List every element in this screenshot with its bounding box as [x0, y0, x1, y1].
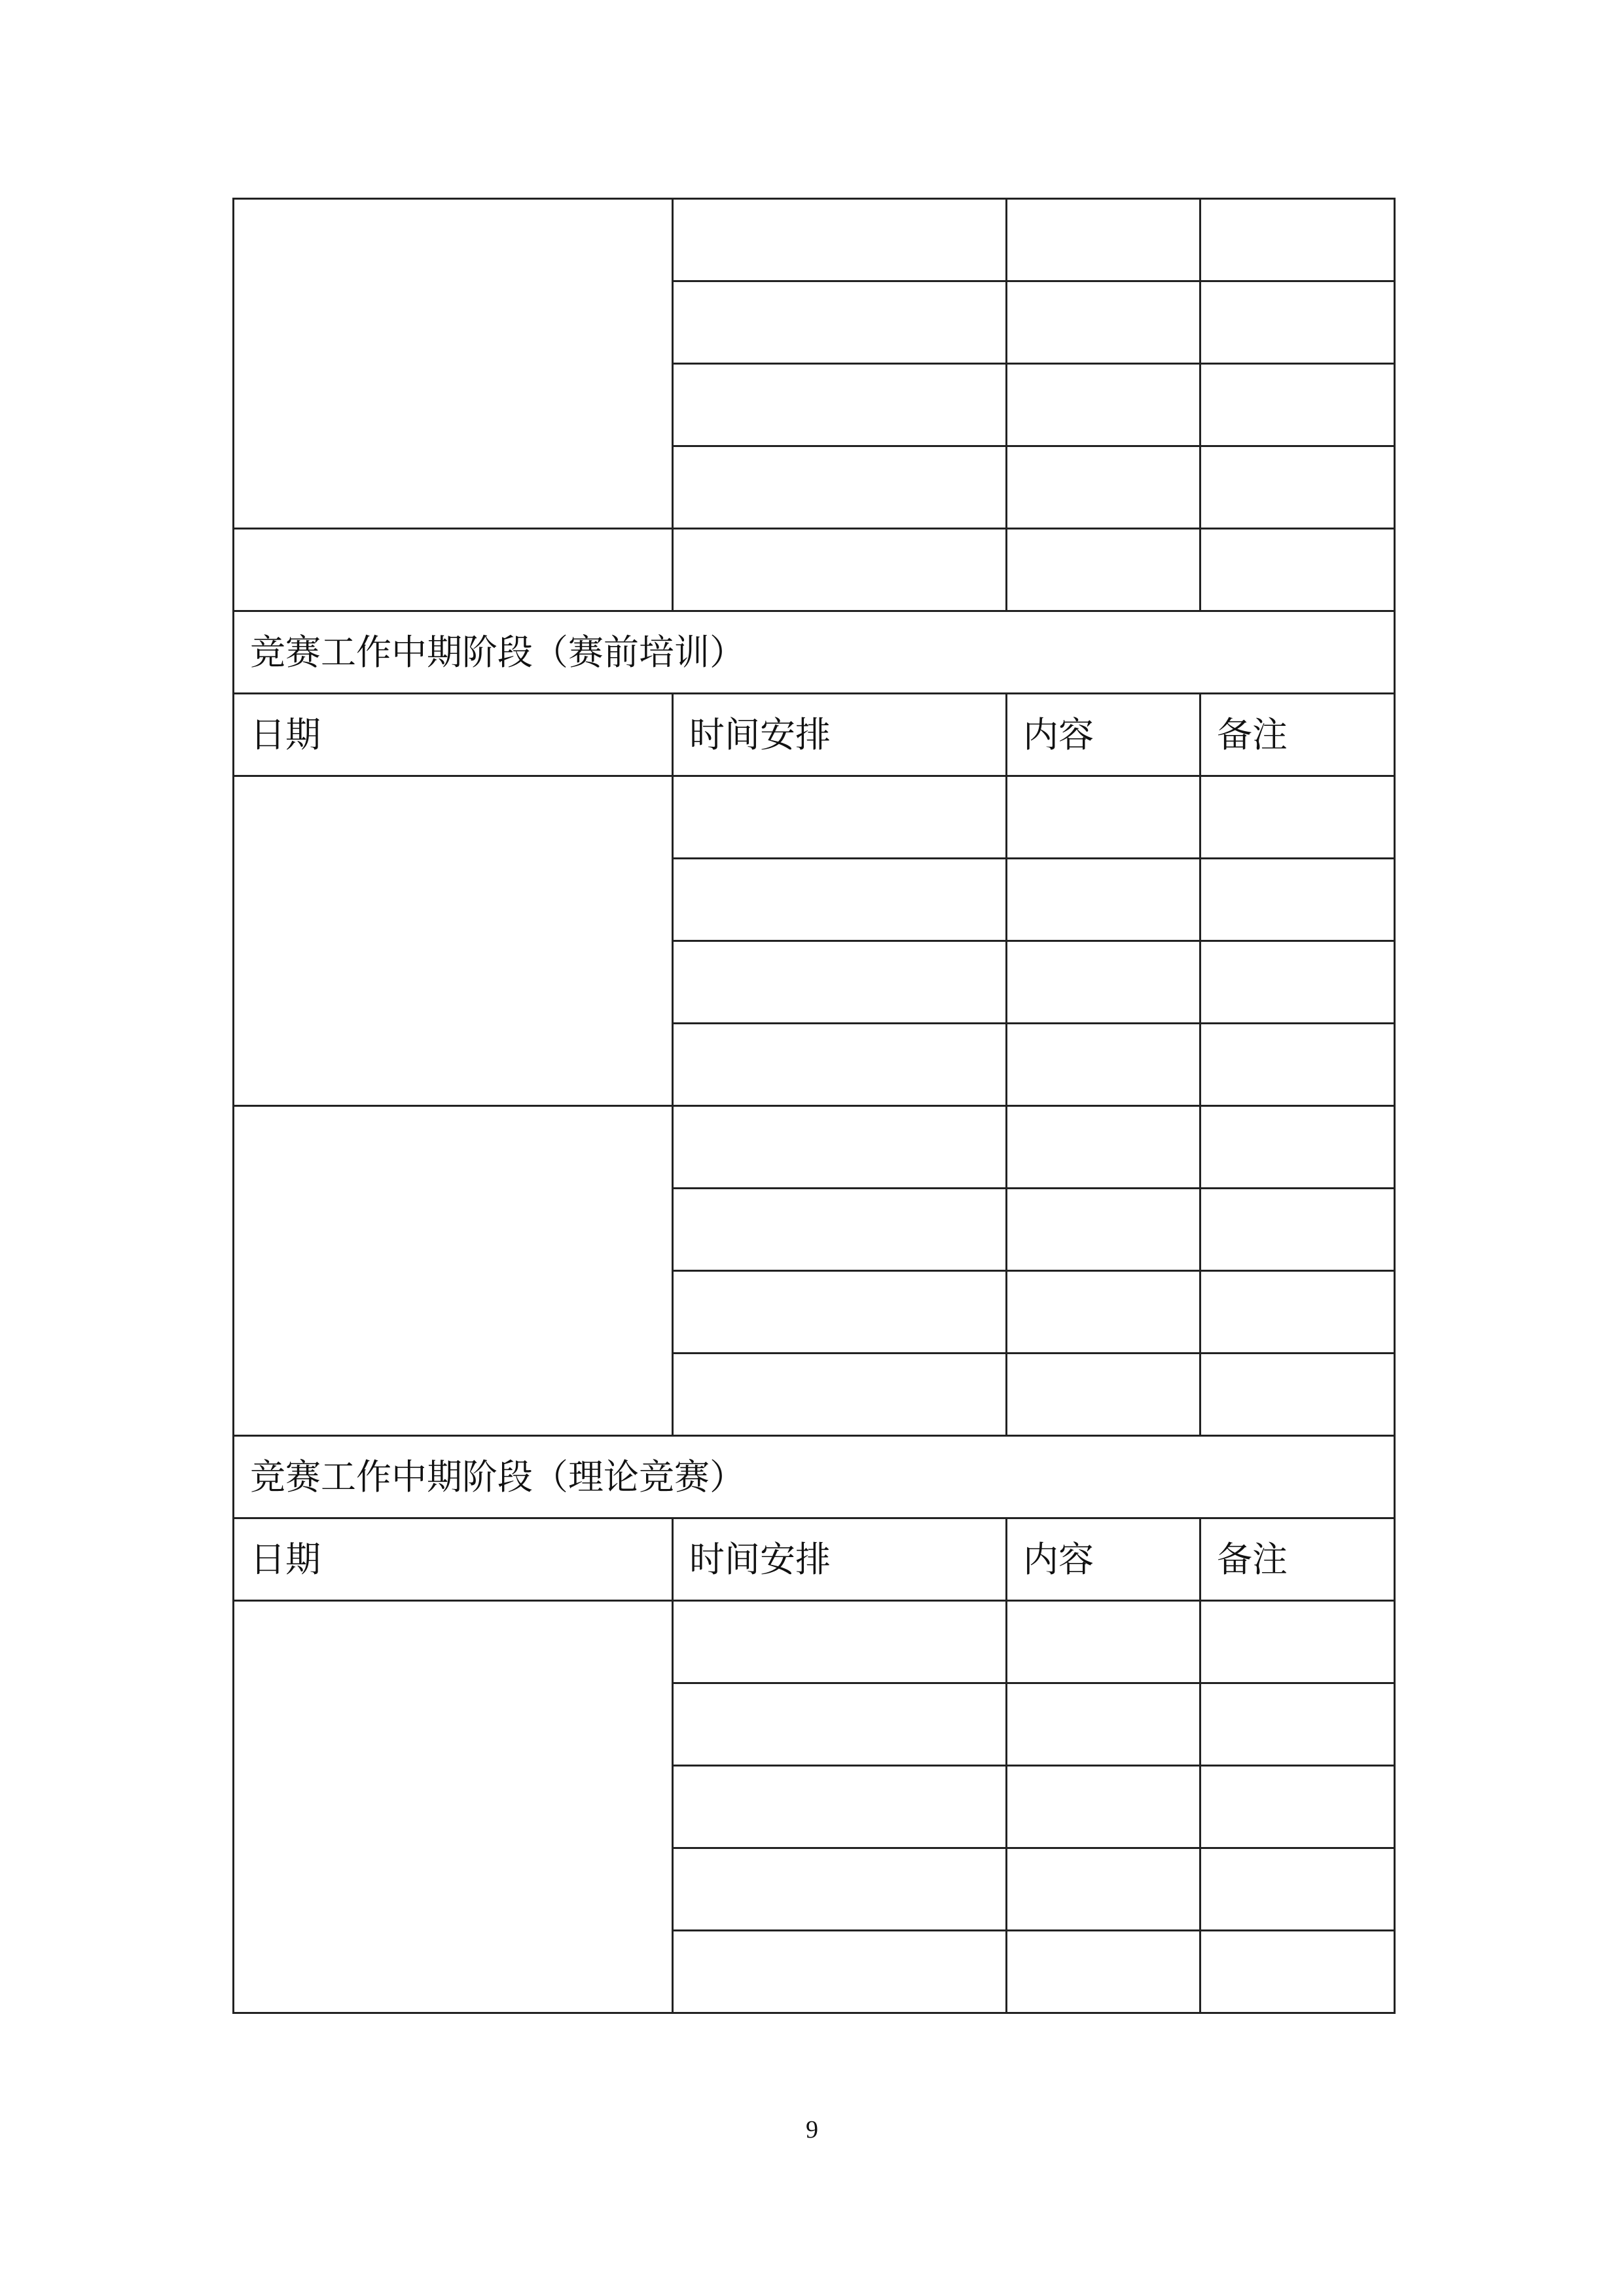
page-number: 9	[806, 2116, 818, 2144]
content-cell[interactable]	[1007, 859, 1200, 941]
header-content: 内容	[1007, 694, 1200, 776]
remarks-cell[interactable]	[1200, 941, 1395, 1024]
section-title-row	[234, 1436, 1395, 1518]
header-schedule: 时间安排	[673, 1518, 1007, 1601]
remarks-cell[interactable]	[1200, 859, 1395, 941]
content-cell[interactable]	[1007, 1271, 1200, 1354]
content-cell[interactable]	[1007, 446, 1200, 529]
remarks-cell[interactable]	[1200, 1766, 1395, 1848]
date-cell[interactable]	[234, 1106, 673, 1436]
content-cell[interactable]	[1007, 1931, 1200, 2013]
schedule-cell[interactable]	[673, 1106, 1007, 1189]
remarks-cell[interactable]	[1200, 529, 1395, 611]
remarks-cell[interactable]	[1200, 1683, 1395, 1766]
remarks-cell[interactable]	[1200, 1354, 1395, 1436]
date-cell[interactable]	[234, 1601, 673, 2013]
section-title-theory: 竞赛工作中期阶段（理论竞赛）	[234, 1436, 1395, 1518]
date-cell[interactable]	[234, 529, 673, 611]
remarks-cell[interactable]	[1200, 1106, 1395, 1189]
remarks-cell[interactable]	[1200, 1189, 1395, 1271]
table-row	[234, 1106, 1395, 1189]
content-cell[interactable]	[1007, 1766, 1200, 1848]
table-row	[234, 776, 1395, 859]
table-row	[234, 199, 1395, 281]
remarks-cell[interactable]	[1200, 1848, 1395, 1931]
schedule-cell[interactable]	[673, 1931, 1007, 2013]
content-cell[interactable]	[1007, 776, 1200, 859]
schedule-cell[interactable]	[673, 1848, 1007, 1931]
remarks-cell[interactable]	[1200, 1271, 1395, 1354]
table-row	[234, 1601, 1395, 1683]
schedule-cell[interactable]	[673, 1024, 1007, 1106]
header-remarks: 备注	[1200, 1518, 1395, 1601]
schedule-cell[interactable]	[673, 446, 1007, 529]
schedule-cell[interactable]	[673, 199, 1007, 281]
header-schedule: 时间安排	[673, 694, 1007, 776]
header-row	[234, 694, 1395, 776]
content-cell[interactable]	[1007, 1024, 1200, 1106]
schedule-cell[interactable]	[673, 281, 1007, 364]
content-cell[interactable]	[1007, 1354, 1200, 1436]
content-cell[interactable]	[1007, 364, 1200, 446]
remarks-cell[interactable]	[1200, 446, 1395, 529]
content-cell[interactable]	[1007, 1106, 1200, 1189]
content-cell[interactable]	[1007, 1683, 1200, 1766]
header-date: 日期	[234, 1518, 673, 1601]
date-cell[interactable]	[234, 199, 673, 529]
content-cell[interactable]	[1007, 529, 1200, 611]
content-cell[interactable]	[1007, 281, 1200, 364]
header-row	[234, 1518, 1395, 1601]
section-title-training: 竞赛工作中期阶段（赛前培训）	[234, 611, 1395, 694]
content-cell[interactable]	[1007, 1848, 1200, 1931]
content-cell[interactable]	[1007, 1601, 1200, 1683]
remarks-cell[interactable]	[1200, 1024, 1395, 1106]
schedule-cell[interactable]	[673, 859, 1007, 941]
remarks-cell[interactable]	[1200, 1931, 1395, 2013]
header-date: 日期	[234, 694, 673, 776]
remarks-cell[interactable]	[1200, 1601, 1395, 1683]
schedule-cell[interactable]	[673, 1766, 1007, 1848]
content-cell[interactable]	[1007, 941, 1200, 1024]
schedule-table	[232, 198, 1396, 2014]
remarks-cell[interactable]	[1200, 364, 1395, 446]
remarks-cell[interactable]	[1200, 776, 1395, 859]
schedule-cell[interactable]	[673, 941, 1007, 1024]
remarks-cell[interactable]	[1200, 199, 1395, 281]
schedule-cell[interactable]	[673, 529, 1007, 611]
table-row	[234, 529, 1395, 611]
content-cell[interactable]	[1007, 1189, 1200, 1271]
date-cell[interactable]	[234, 776, 673, 1106]
remarks-cell[interactable]	[1200, 281, 1395, 364]
header-content: 内容	[1007, 1518, 1200, 1601]
schedule-cell[interactable]	[673, 1354, 1007, 1436]
content-cell[interactable]	[1007, 199, 1200, 281]
schedule-cell[interactable]	[673, 1271, 1007, 1354]
section-title-row	[234, 611, 1395, 694]
schedule-cell[interactable]	[673, 364, 1007, 446]
schedule-cell[interactable]	[673, 1601, 1007, 1683]
schedule-cell[interactable]	[673, 1189, 1007, 1271]
header-remarks: 备注	[1200, 694, 1395, 776]
schedule-cell[interactable]	[673, 1683, 1007, 1766]
schedule-cell[interactable]	[673, 776, 1007, 859]
